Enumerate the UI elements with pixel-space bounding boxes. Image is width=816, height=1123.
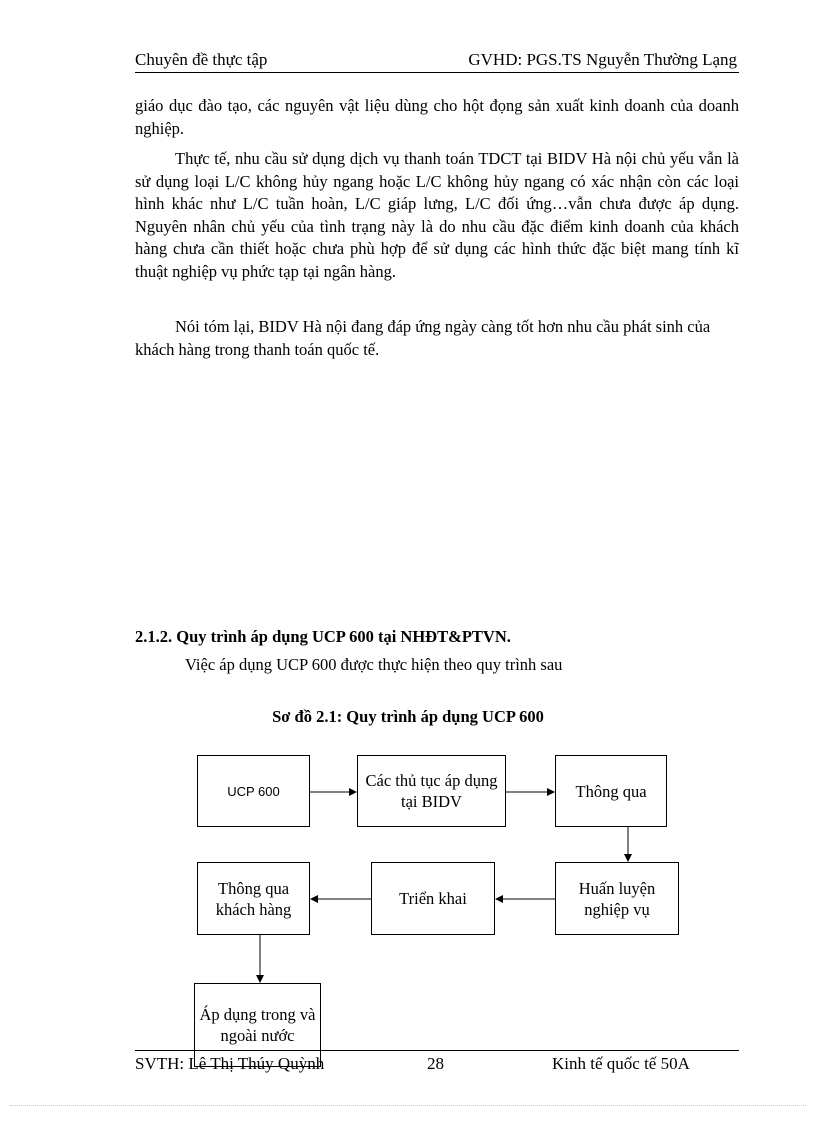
page-bottom-border (10, 1105, 806, 1106)
paragraph-1: giáo dục đào tạo, các nguyên vật liệu dùng cho hột đọng sản xuất kinh doanh của doanh nghiệp. (135, 96, 739, 138)
footer-divider (135, 1050, 739, 1051)
box-training: Huấn luyện nghiệp vụ (555, 862, 679, 935)
section-heading: 2.1.2. Quy trình áp dụng UCP 600 tại NHĐT&PTVN. (135, 627, 511, 646)
box-deploy: Triển khai (371, 862, 495, 935)
box-approval: Thông qua (555, 755, 667, 827)
footer-class: Kinh tế quốc tế 50A (552, 1054, 690, 1073)
section-intro: Việc áp dụng UCP 600 được thực hiện theo quy trình sau (185, 655, 563, 674)
paragraph-2: Thực tế, nhu cầu sử dụng dịch vụ thanh toán TDCT tại BIDV Hà nội chủ yếu vẫn là sử dụng loại L/C không hủy ngang hoặc L/C không hủy ngang có xác nhận còn các loại hình khác như L/C tuần hoàn, L/C giáp lưng, L/C đối ứng…vẫn chưa được áp dụng. Nguyên nhân chủ yếu của tình trạng này là do nhu cầu đặc điểm kinh doanh của khách hàng chưa cần thiết hoặc chưa phù hợp để sử dụng các hình thức đặc biệt mang tính kĩ thuật nghiệp vụ phức tạp tại ngân hàng. (135, 149, 739, 281)
footer-student: SVTH: Lê Thị Thúy Quỳnh (135, 1054, 325, 1073)
header-topic: Chuyên đề thực tập (135, 50, 268, 69)
page-number: 28 (427, 1054, 444, 1073)
paragraph-3: Nói tóm lại, BIDV Hà nội đang đáp ứng ngày càng tốt hơn nhu cầu phát sinh của khách hàng trong thanh toán quốc tế. (135, 317, 711, 359)
box-customers: Thông qua khách hàng (197, 862, 310, 935)
page-header (135, 48, 739, 73)
diagram-title: Sơ đồ 2.1: Quy trình áp dụng UCP 600 (272, 707, 544, 726)
header-supervisor: GVHD: PGS.TS Nguyễn Thường Lạng (468, 50, 737, 69)
box-apply: Áp dụng trong và ngoài nước (194, 983, 321, 1067)
box-ucp-600: UCP 600 (197, 755, 310, 827)
box-procedures: Các thủ tục áp dụng tại BIDV (357, 755, 506, 827)
